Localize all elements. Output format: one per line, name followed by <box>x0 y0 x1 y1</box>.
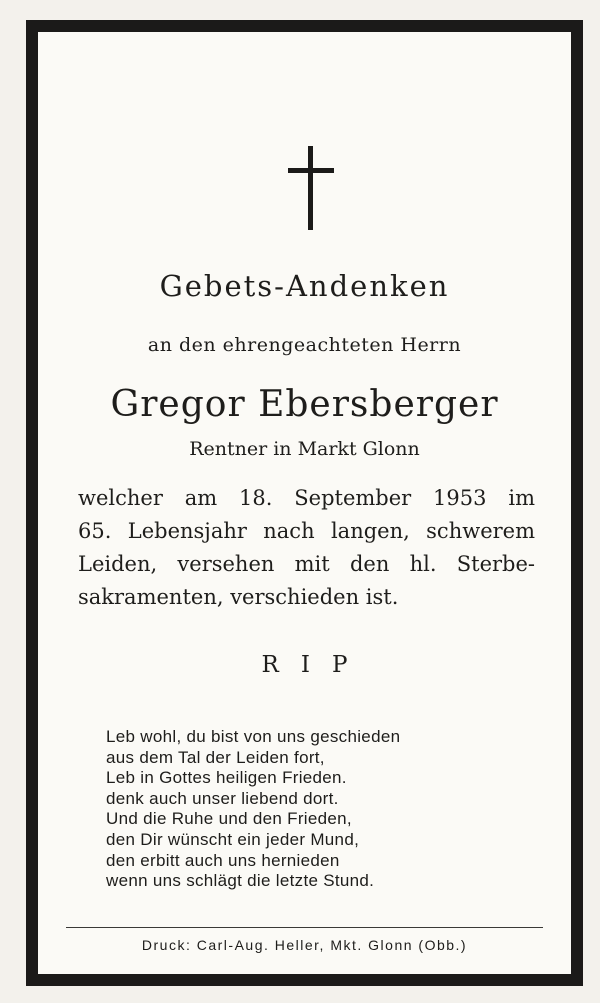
memorial-poem <box>106 727 400 892</box>
poem-line: denk auch unser liebend dort. <box>106 788 339 808</box>
cross-icon-vertical-bar <box>308 146 313 230</box>
card-subtitle: an den ehrengeachteten Herrn <box>147 334 462 356</box>
poem-line: aus dem Tal der Leiden fort, <box>106 747 325 767</box>
cross-icon-horizontal-bar <box>288 168 334 173</box>
rip-text: RIP <box>261 652 370 678</box>
deceased-occupation: Rentner in Markt Glonn <box>189 438 420 460</box>
card-title: Gebets-Andenken <box>159 269 450 303</box>
poem-line: wenn uns schlägt die letzte Stund. <box>106 871 375 891</box>
poem-line: Leb in Gottes heiligen Frieden. <box>106 768 347 788</box>
poem-line: Und die Ruhe und den Frieden, <box>106 809 352 829</box>
obituary-line: 65. Lebensjahr nach langen, schwerem <box>78 519 535 543</box>
poem-line: den erbitt auch uns hernieden <box>106 850 340 870</box>
poem-line: Leb wohl, du bist von uns geschieden <box>106 727 401 746</box>
obituary-line: Leiden, versehen mit den hl. Sterbe- <box>78 552 535 576</box>
deceased-name: Gregor Ebersberger <box>110 384 499 425</box>
obituary-line: welcher am 18. September 1953 im <box>78 486 535 510</box>
printer-credit: Druck: Carl-Aug. Heller, Mkt. Glonn (Obb.) <box>141 937 468 953</box>
obituary-line: sakramenten, verschieden ist. <box>78 585 399 609</box>
memorial-card <box>26 20 583 986</box>
obituary-paragraph <box>78 482 535 614</box>
poem-line: den Dir wünscht ein jeder Mund, <box>106 829 360 849</box>
footer-divider <box>66 927 543 928</box>
